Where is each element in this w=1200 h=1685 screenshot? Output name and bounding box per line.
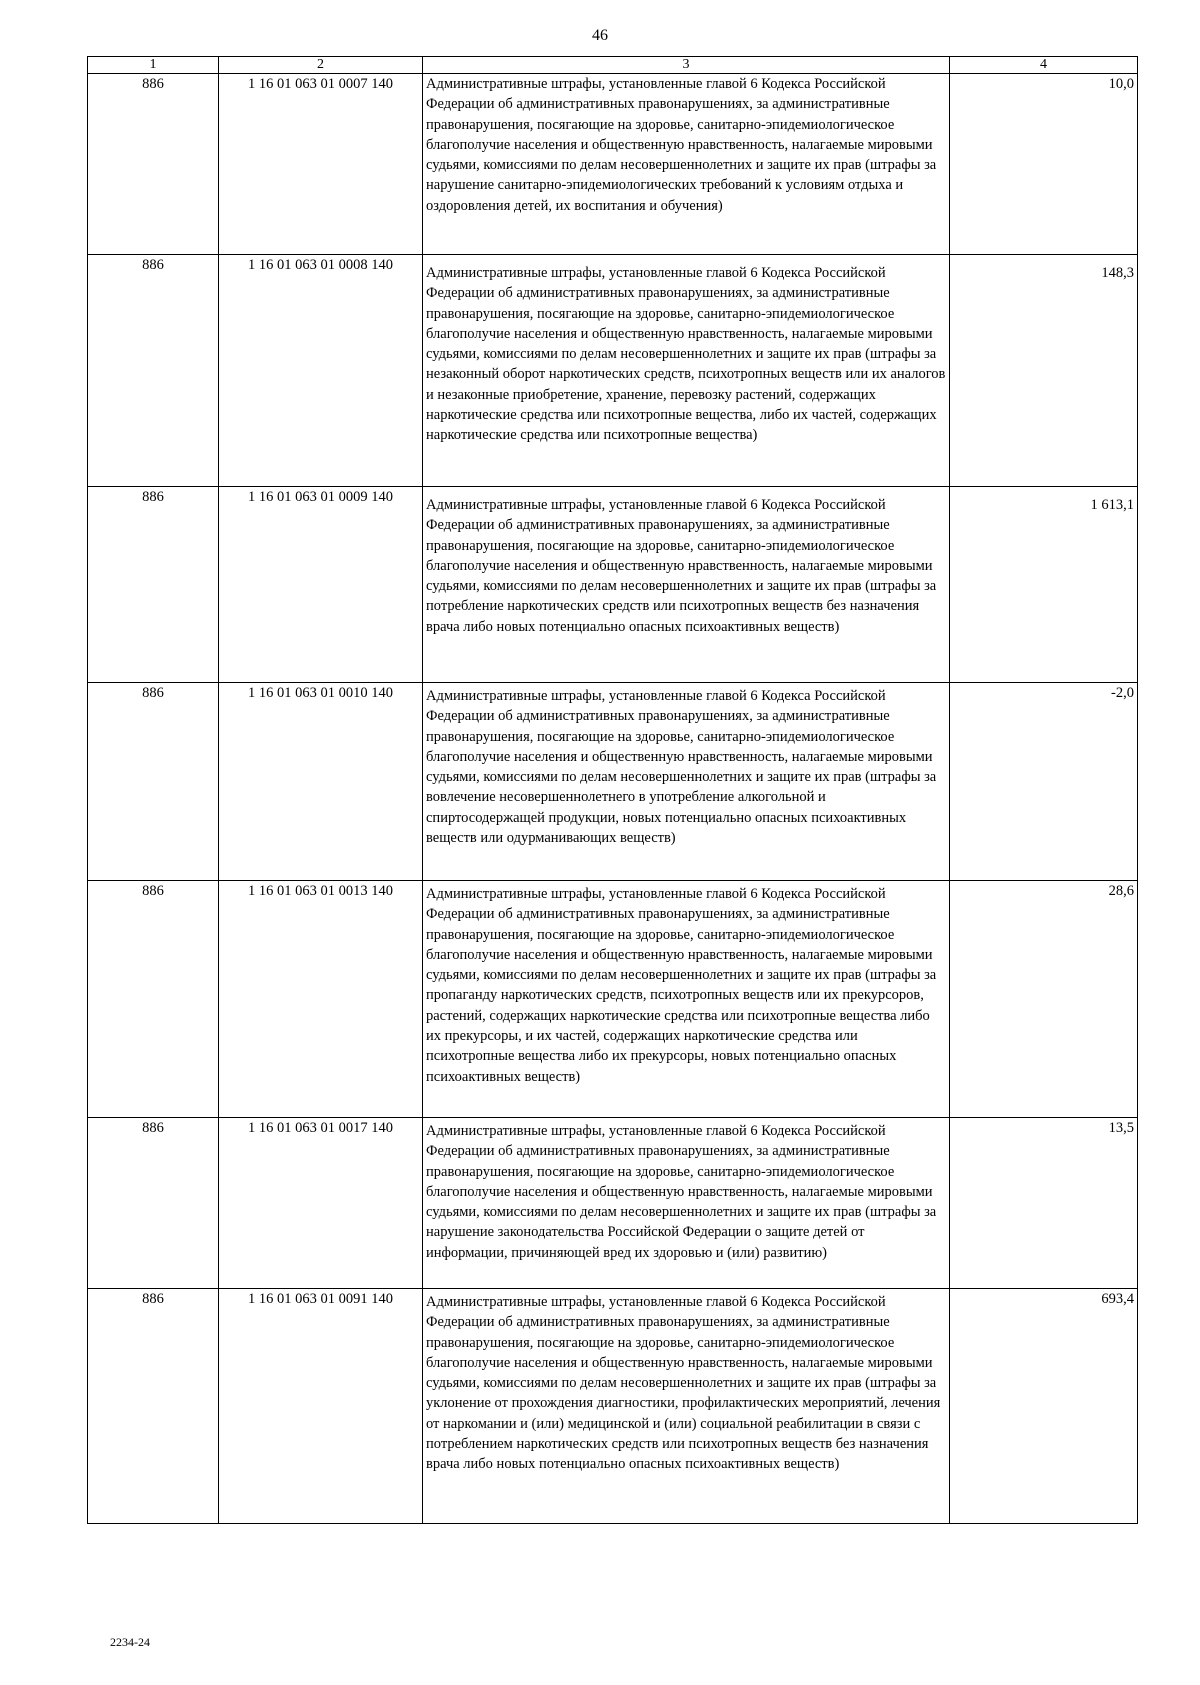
admin-code-cell: 886	[88, 881, 219, 1118]
fines-table	[87, 56, 1138, 1524]
table-row	[88, 255, 1138, 487]
table-row	[88, 1289, 1138, 1524]
description-cell: Административные штрафы, установленные главой 6 Кодекса Российской Федерации об административных правонарушениях, за административные правонарушения, посягающие на здоровье, санитарно-эпидемиологическое благополучие населения и общественную нравственность, налагаемые мировыми судьями, комиссиями по делам несовершеннолетних и защите их прав (штрафы за уклонение от прохождения диагностики, профилактических мероприятий, лечения от наркомании и (или) медицинской и (или) социальной реабилитации в связи с потреблением наркотических средств или психотропных веществ без назначения врача либо новых потенциально опасных психоактивных веществ)	[423, 1289, 950, 1524]
header-row	[88, 57, 1138, 74]
document-footer-code: 2234-24	[110, 1635, 150, 1649]
revenue-code-cell: 1 16 01 063 01 0008 140	[219, 255, 423, 487]
table-row	[88, 487, 1138, 683]
description-cell: Административные штрафы, установленные главой 6 Кодекса Российской Федерации об административных правонарушениях, за административные правонарушения, посягающие на здоровье, санитарно-эпидемиологическое благополучие населения и общественную нравственность, налагаемые мировыми судьями, комиссиями по делам несовершеннолетних и защите их прав (штрафы за незаконный оборот наркотических средств, психотропных веществ или их аналогов и незаконные приобретение, хранение, перевозку растений, содержащих наркотические средства или психотропные вещества, либо их частей, содержащих наркотические средства или психотропные вещества)	[423, 255, 950, 487]
description-cell: Административные штрафы, установленные главой 6 Кодекса Российской Федерации об административных правонарушениях, за административные правонарушения, посягающие на здоровье, санитарно-эпидемиологическое благополучие населения и общественную нравственность, налагаемые мировыми судьями, комиссиями по делам несовершеннолетних и защите их прав (штрафы за нарушение законодательства Российской Федерации о защите детей от информации, причиняющей вред их здоровью и (или) развитию)	[423, 1118, 950, 1289]
column-header-1: 1	[88, 57, 219, 74]
admin-code-cell: 886	[88, 74, 219, 255]
revenue-code-cell: 1 16 01 063 01 0091 140	[219, 1289, 423, 1524]
admin-code-cell: 886	[88, 487, 219, 683]
column-header-3: 3	[423, 57, 950, 74]
table-row	[88, 1118, 1138, 1289]
table-row	[88, 683, 1138, 881]
amount-cell: 13,5	[950, 1118, 1138, 1289]
amount-cell: 28,6	[950, 881, 1138, 1118]
table-body	[88, 74, 1138, 1524]
column-header-2: 2	[219, 57, 423, 74]
description-cell: Административные штрафы, установленные главой 6 Кодекса Российской Федерации об административных правонарушениях, за административные правонарушения, посягающие на здоровье, санитарно-эпидемиологическое благополучие населения и общественную нравственность, налагаемые мировыми судьями, комиссиями по делам несовершеннолетних и защите их прав (штрафы за вовлечение несовершеннолетнего в употребление алкогольной и спиртосодержащей продукции, новых потенциально опасных психоактивных веществ или одурманивающих веществ)	[423, 683, 950, 881]
table-row	[88, 74, 1138, 255]
amount-cell: -2,0	[950, 683, 1138, 881]
amount-cell: 148,3	[950, 255, 1138, 487]
revenue-code-cell: 1 16 01 063 01 0013 140	[219, 881, 423, 1118]
description-cell: Административные штрафы, установленные главой 6 Кодекса Российской Федерации об административных правонарушениях, за административные правонарушения, посягающие на здоровье, санитарно-эпидемиологическое благополучие населения и общественную нравственность, налагаемые мировыми судьями, комиссиями по делам несовершеннолетних и защите их прав (штрафы за нарушение санитарно-эпидемиологических требований к условиям отдыха и оздоровления детей, их воспитания и обучения)	[423, 74, 950, 255]
admin-code-cell: 886	[88, 255, 219, 487]
description-cell: Административные штрафы, установленные главой 6 Кодекса Российской Федерации об административных правонарушениях, за административные правонарушения, посягающие на здоровье, санитарно-эпидемиологическое благополучие населения и общественную нравственность, налагаемые мировыми судьями, комиссиями по делам несовершеннолетних и защите их прав (штрафы за потребление наркотических средств или психотропных веществ без назначения врача либо новых потенциально опасных психоактивных веществ)	[423, 487, 950, 683]
admin-code-cell: 886	[88, 683, 219, 881]
revenue-code-cell: 1 16 01 063 01 0017 140	[219, 1118, 423, 1289]
admin-code-cell: 886	[88, 1118, 219, 1289]
column-header-4: 4	[950, 57, 1138, 74]
table-row	[88, 881, 1138, 1118]
amount-cell: 693,4	[950, 1289, 1138, 1524]
amount-cell: 10,0	[950, 74, 1138, 255]
amount-cell: 1 613,1	[950, 487, 1138, 683]
revenue-code-cell: 1 16 01 063 01 0010 140	[219, 683, 423, 881]
description-cell: Административные штрафы, установленные главой 6 Кодекса Российской Федерации об административных правонарушениях, за административные правонарушения, посягающие на здоровье, санитарно-эпидемиологическое благополучие населения и общественную нравственность, налагаемые мировыми судьями, комиссиями по делам несовершеннолетних и защите их прав (штрафы за пропаганду наркотических средств, психотропных веществ или их прекурсоров, растений, содержащих наркотические средства или психотропные вещества либо их прекурсоры, и их частей, содержащих наркотические средства или психотропные вещества либо их прекурсоры, новых потенциально опасных психоактивных веществ)	[423, 881, 950, 1118]
revenue-code-cell: 1 16 01 063 01 0009 140	[219, 487, 423, 683]
admin-code-cell: 886	[88, 1289, 219, 1524]
table-header	[88, 57, 1138, 74]
page-number: 46	[592, 27, 608, 44]
revenue-code-cell: 1 16 01 063 01 0007 140	[219, 74, 423, 255]
